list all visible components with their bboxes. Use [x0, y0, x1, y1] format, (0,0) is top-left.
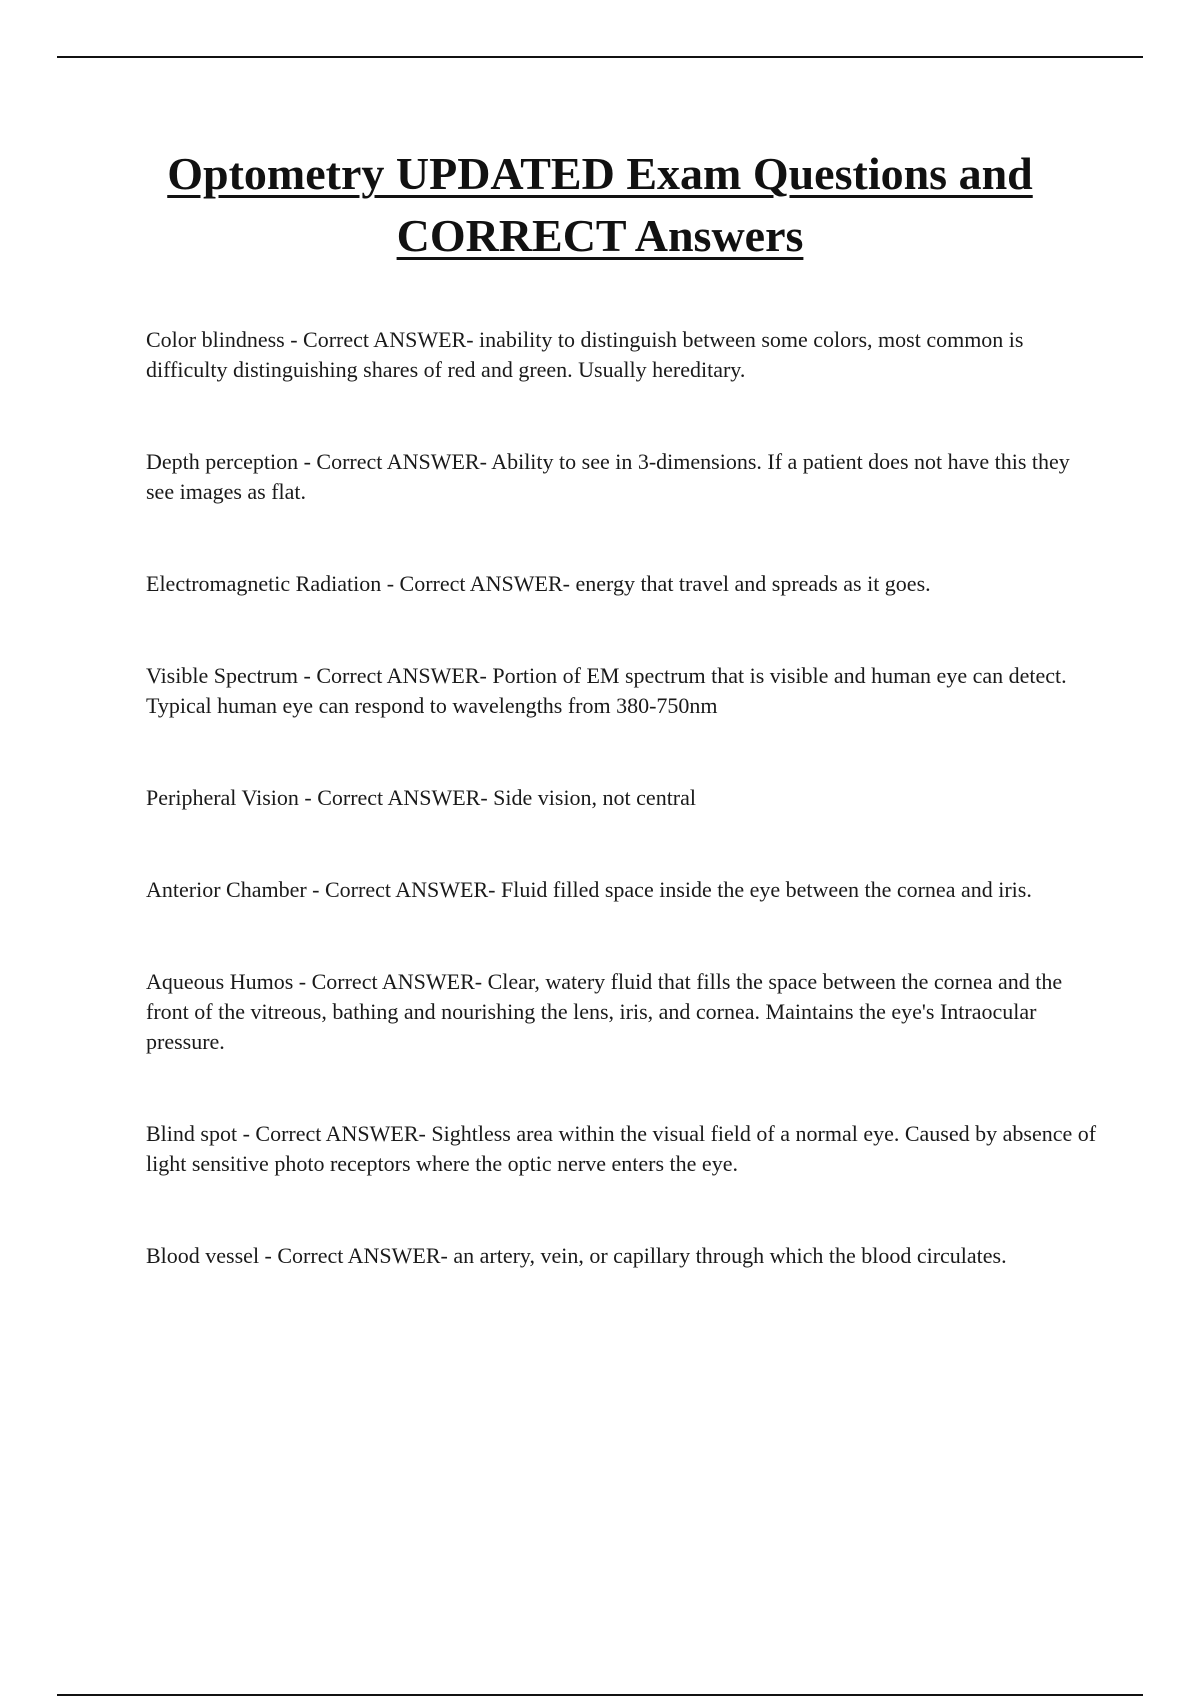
- qa-entry: Color blindness - Correct ANSWER- inability to distinguish between some colors, most common is difficulty distinguishing shares of red and green. Usually hereditary.: [146, 327, 1024, 382]
- bottom-divider: [57, 1694, 1143, 1696]
- page-title: Optometry UPDATED Exam Questions and CORRECT Answers: [167, 148, 1033, 261]
- qa-entry: Peripheral Vision - Correct ANSWER- Side vision, not central: [146, 785, 697, 810]
- qa-entry: Blood vessel - Correct ANSWER- an artery, vein, or capillary through which the blood circulates.: [146, 1243, 1007, 1268]
- top-divider: [57, 56, 1143, 58]
- qa-list: [146, 325, 1100, 1333]
- qa-entry: Depth perception - Correct ANSWER- Ability to see in 3-dimensions. If a patient does not have this they see images as flat.: [146, 449, 1070, 504]
- qa-entry: Visible Spectrum - Correct ANSWER- Portion of EM spectrum that is visible and human eye can detect. Typical human eye can respond to wavelengths from 380-750nm: [146, 663, 1067, 718]
- qa-entry: Aqueous Humos - Correct ANSWER- Clear, watery fluid that fills the space between the cornea and the front of the vitreous, bathing and nourishing the lens, iris, and cornea. Maintains the eye's Intraocular pressure.: [146, 969, 1063, 1054]
- qa-entry: Electromagnetic Radiation - Correct ANSWER- energy that travel and spreads as it goes.: [146, 571, 931, 596]
- qa-entry: Blind spot - Correct ANSWER- Sightless area within the visual field of a normal eye. Caused by absence of light sensitive photo receptors where the optic nerve enters the eye.: [146, 1121, 1097, 1176]
- qa-entry: Anterior Chamber - Correct ANSWER- Fluid filled space inside the eye between the cornea and iris.: [146, 877, 1032, 902]
